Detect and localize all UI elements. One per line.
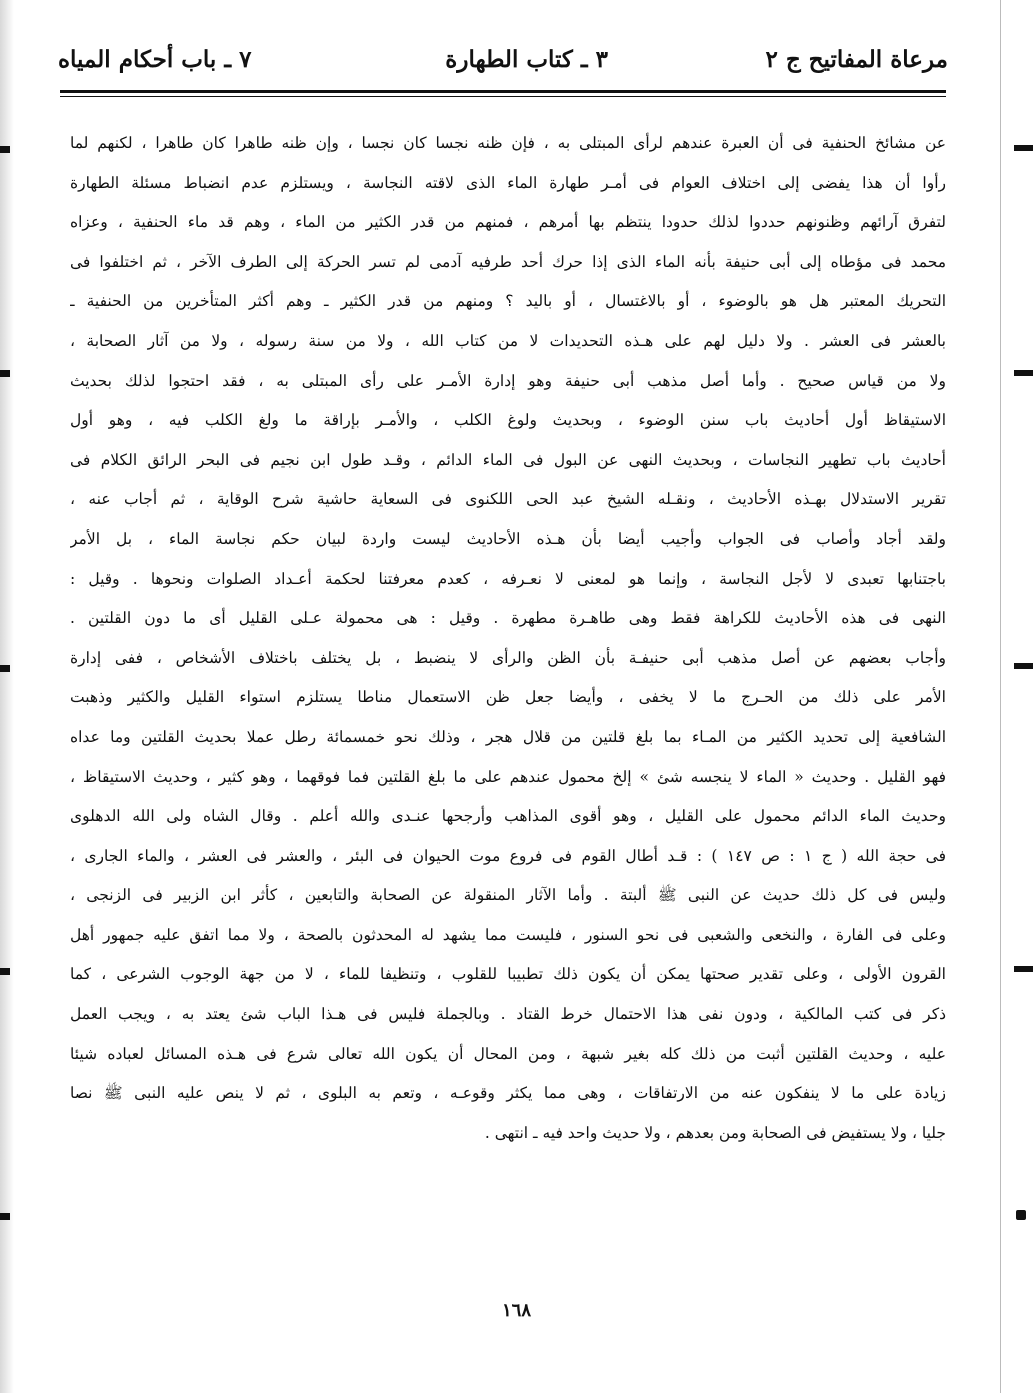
left-edge-mark xyxy=(0,1213,10,1220)
text-line-13: النهى فى هذه الأحاديث للكراهة فقط وهى طاهـرة مطهرة . وقيل : هى محمولة عـلى القليل أى ما دون القلتين . xyxy=(70,609,946,628)
text-line-17: فهو القليل . وحديث « الماء لا ينجسه شئ » إلخ محمول عندهم على ما بلغ القلتين فما فوقهما ، وهو كثير ، وحديث الاستيقاظ ، xyxy=(70,767,946,786)
margin-tab-mark xyxy=(1014,663,1033,669)
header-chapter-title: ٣ ـ كتاب الطهارة xyxy=(445,46,608,73)
main-text-block xyxy=(70,124,946,1153)
text-line-16: الشافعية إلى تحديد الكثير من المـاء بما بلغ قلتين من قلال هجر ، وذلك نحو خمسمائة رطل عملا بحديث القلتين وما عداه xyxy=(70,727,946,746)
left-edge-mark xyxy=(0,146,10,153)
text-line-19: فى حجة الله ( ج ١ : ص ١٤٧ ) : قـد أطال القوم فى فروع موت الحيوان فى البئر ، والعشر فى العشر ، والماء الجارى ، xyxy=(70,846,946,865)
text-line-26: جليا ، ولا يستفيض فى الصحابة ومن بعدهم ، ولا حديث واحد فيه ـ انتهى . xyxy=(484,1123,946,1142)
text-line-11: ولقد أجاد وأصاب فى الجواب وأجيب أيضا بأن هـذه الأحاديث ليست واردة لبيان حكم نجاسة الماء ، بل الأمر xyxy=(70,529,946,548)
text-line-15: الأمر على ذلك من الحـرج ما لا يخفى ، وأيضا جعل ظن الاستعمال مناطا يستلزم استواء القليل والكثير وذهبت xyxy=(70,688,946,707)
text-line-6: بالعشر فى العشر . ولا دليل لهم على هـذه التحديدات لا من كتاب الله ، ولا من سنة رسوله ، ولا من آثار الصحابة ، xyxy=(70,331,946,350)
scan-edge-shadow xyxy=(0,0,14,1393)
text-line-1: عن مشائخ الحنفية فى أن العبرة عندهم لرأى المبتلى به ، فإن ظنه نجسا كان نجسا ، وإن ظنه طاهرا كان طاهرا ، لكنهم لما xyxy=(70,134,946,152)
scan-fold-line xyxy=(1000,0,1001,1393)
header-book-title: مرعاة المفاتيح ج ٢ xyxy=(765,46,948,73)
running-header xyxy=(58,38,948,88)
text-line-14: وأجاب بعضهم عن أصل مذهب أبى حنيفـة بأن الظن والرأى لا ينضبط ، بل يختلف باختلاف الأشخاص ، ففى إدارة xyxy=(70,648,946,667)
margin-tab-mark xyxy=(1014,145,1033,151)
text-line-20: وليس فى كل ذلك حديث عن النبى ﷺ ألبتة . وأما الآثار المنقولة عن الصحابة والتابعين ، كأثر ابن الزبير فى الزنجى ، xyxy=(70,886,946,905)
text-line-2: رأوا أن هذا يفضى إلى اختلاف العوام فى أمـر طهارة الماء الذى لاقته النجاسة ، ويستلزم عدم انضباط مسئلة الطهارة xyxy=(70,173,946,192)
text-line-21: وعلى فى الفارة ، والنخعى والشعبى فى نحو السنور ، فليست مما يشهد له المحدثون بالصحة ، ولا مما اتفق عليه جمهور أهل xyxy=(70,925,946,944)
left-edge-mark xyxy=(0,968,10,975)
header-rule-thin xyxy=(60,96,946,97)
text-line-7: ولا من قياس صحيح . وأما أصل مذهب أبى حنيفة وهو إدارة الأمـر على رأى المبتلى به ، فقد احتجوا لذلك بحديث xyxy=(70,371,946,390)
text-line-5: التحريك المعتبر هل هو بالوضوء ، أو بالاغتسال ، أو باليد ؟ ومنهم من قدر الكثير ـ وهم أكثر المتأخرين من الحنفية ـ xyxy=(70,292,946,311)
page-number: ١٦٨ xyxy=(501,1300,531,1321)
text-line-25: زيادة على ما لا ينفكون عنه من الارتفاقات ، وهى مما يكثر وقوعـه ، وتعم به البلوى ، ثم لا ينص عليه النبى ﷺ نصا xyxy=(70,1084,946,1103)
text-line-18: وحديث الماء الدائم محمول على القليل ، وهو أقوى المذاهب وأرجحها عنـدى والله أعلم . وقال الشاه ولى الله الدهلوى xyxy=(70,807,946,826)
text-line-24: عليه ، وحديث القلتين أثبت من ذلك كله بغير شبهة ، ومن المحال أن يكون الله تعالى شرع فى هـذه المسائل لعباده شيئا xyxy=(70,1044,946,1063)
text-line-9: أحاديث باب تطهير النجاسات ، وبحديث النهى عن البول فى الماء الدائم ، وقـد طول ابن نجيم فى البحر الرائق الكلام فى xyxy=(70,450,946,469)
header-section-title: ٧ ـ باب أحكام المياه xyxy=(58,46,252,73)
text-line-4: محمد فى مؤطاه إلى أبى حنيفة بأنه الماء الذى إذا حرك أحد طرفيه آدمى لم تسر الحركة إلى الطرف الآخر ، ثم اختلفوا فى xyxy=(70,252,946,271)
header-rule-thick xyxy=(60,90,946,93)
text-line-3: لتفرق آرائهم وظنونهم حددوا لذلك حدودا ينتظم بها أمرهم ، فمنهم من قدر الكثير من الماء ، وهم قد ماء الحنفية ، وعزاه xyxy=(70,213,946,232)
left-edge-mark xyxy=(0,370,10,377)
text-line-10: تقرير الاستدلال بهـذه الأحاديث ، ونقـله الشيخ عبد الحى اللكنوى فى السعاية حاشية شرح الوقاية ، ثم أجاب عنه ، xyxy=(70,490,946,509)
text-line-12: باجتنابها تعبدى لا لأجل النجاسة ، وإنما هو لمعنى لا نعـرفه ، كعدم معرفتنا لحكمة أعـداد الصلوات ونحوها . وقيل : xyxy=(70,569,946,588)
left-edge-mark xyxy=(0,665,10,672)
text-line-8: الاستيقاظ أول أحاديث باب سنن الوضوء ، وبحديث ولوغ الكلب ، والأمـر بإراقة ما ولغ الكلب فيه ، وهو أول xyxy=(70,411,946,430)
text-line-22: القرون الأولى ، وعلى تقدير صحتها يمكن أن يكون ذلك تطبيبا للقلوب ، وتنظيفا للماء ، لا من جهة الوجوب الشرعى ، كما xyxy=(70,965,946,984)
margin-tab-mark xyxy=(1016,1210,1026,1220)
margin-tab-mark xyxy=(1014,966,1033,972)
text-line-23: ذكر فى كتب المالكية ، ودون نفى هذا الاحتمال خرط القتاد . وبالجملة فليس فى هـذا الباب شئ يعتد به ، ويجب العمل xyxy=(70,1005,946,1024)
margin-tab-mark xyxy=(1014,370,1033,376)
